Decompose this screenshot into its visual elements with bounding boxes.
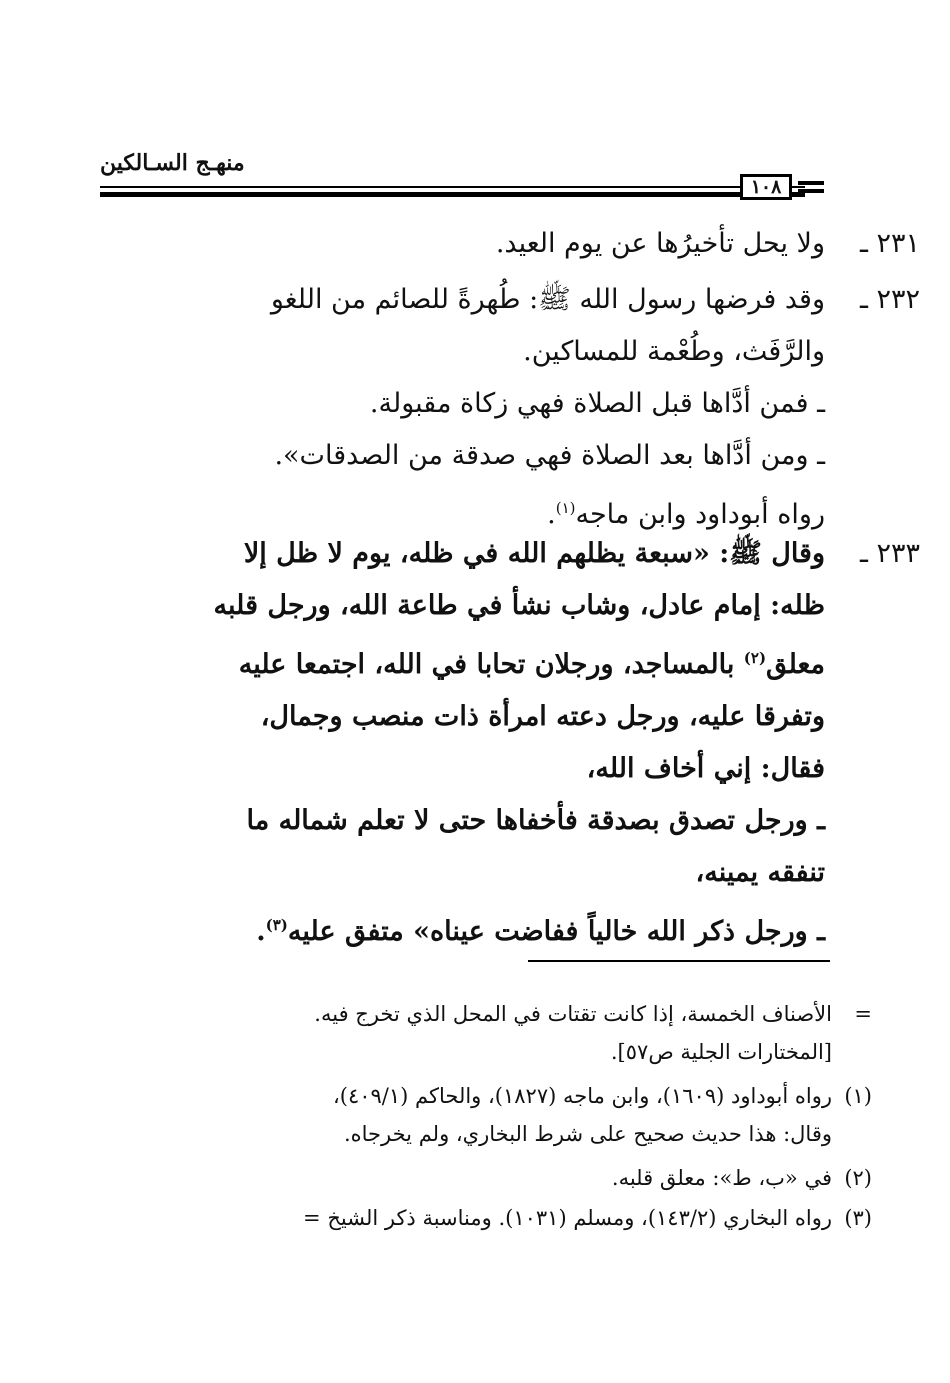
header-rule-thin: [100, 186, 805, 188]
footnote-mark: (١): [844, 1084, 872, 1108]
footnote-line: في «ب، ط»: معلق قلبه.: [611, 1166, 832, 1190]
entry-line: تنفقه يمينه،: [695, 857, 825, 888]
entry-233: [105, 528, 920, 958]
footnote-line: وقال: هذا حديث صحيح على شرط البخاري، ولم يخرجاه.: [343, 1122, 832, 1146]
footnote-line: رواه أبوداود (١٦٠٩)، وابن ماجه (١٨٢٧)، والحاكم (٤٠٩/١)،: [332, 1084, 832, 1108]
entry-line-text: ـ ورجل ذكر الله خالياً ففاضت عيناه» متفق عليه: [287, 916, 825, 947]
footnote-ref: (٣): [265, 916, 288, 934]
entry-line: ـ ومن أدَّاها بعد الصلاة فهي صدقة من الصدقات».: [274, 440, 825, 471]
entry-line: وتفرقا عليه، ورجل دعته امرأة ذات منصب وجمال،: [260, 701, 825, 732]
entry-line-text: بالمساجد، ورجلان تحابا في الله، اجتمعا عليه: [238, 649, 735, 680]
header-rule-thick: [100, 192, 805, 197]
book-title: منهـج السـالكين: [100, 150, 245, 176]
footnote-mark: (٣): [844, 1206, 872, 1230]
entry-line: وقال ﷺ: «سبعة يظلهم الله في ظله، يوم لا ظل إلا: [243, 538, 825, 569]
entry-line-text: رواه أبوداود وابن ماجه: [575, 499, 825, 530]
footnote-ref: (١): [555, 499, 576, 517]
entry-number: ٢٣١ ـ: [859, 228, 920, 259]
entry-line: ظله: إمام عادل، وشاب نشأ في طاعة الله، ورجل قلبه: [213, 590, 825, 621]
footnote-3: [112, 1199, 872, 1237]
entry-line: ـ ورجل تصدق بصدقة فأخفاها حتى لا تعلم شماله ما: [246, 805, 825, 836]
header-rule-right-2: [798, 189, 824, 193]
entry-231: [105, 218, 920, 270]
entry-line: ـ فمن أدَّاها قبل الصلاة فهي زكاة مقبولة.: [369, 388, 825, 419]
footnote-line: [المختارات الجلية ص٥٧].: [610, 1040, 832, 1064]
footnote-mark: (٢): [844, 1166, 872, 1190]
footnote-2: [112, 1159, 872, 1197]
entry-line: رواه أبوداود وابن ماجه$^{(١)}$.: [547, 499, 825, 530]
entry-number: ٢٣٣ ـ: [859, 538, 920, 569]
footnote-mark: =: [854, 1002, 872, 1026]
footnote-line: الأصناف الخمسة، إذا كانت تقتات في المحل الذي تخرج فيه.: [314, 1002, 832, 1026]
footnote-line: رواه البخاري (١٤٣/٢)، ومسلم (١٠٣١). ومناسبة ذكر الشيخ =: [303, 1206, 832, 1230]
entry-line: ولا يحل تأخيرُها عن يوم العيد.: [495, 228, 825, 259]
footnote-1: [112, 1077, 872, 1153]
entry-line: وقد فرضها رسول الله ﷺ: طُهرةً للصائم من اللغو: [270, 284, 825, 315]
entry-line: ـ ورجل ذكر الله خالياً ففاضت عيناه» متفق عليه$^{(٣)}$.: [256, 916, 825, 947]
header-rule-right-1: [798, 181, 824, 185]
footnote-separator: [528, 960, 830, 962]
entry-232: [105, 274, 920, 541]
entry-line-text: معلق: [766, 649, 825, 680]
entry-line: والرَّفَث، وطُعْمة للمساكين.: [523, 336, 825, 367]
entry-number: ٢٣٢ ـ: [859, 284, 920, 315]
entry-line: [105, 632, 825, 691]
footnote-ref: (٢): [743, 649, 767, 667]
entry-line: فقال: إني أخاف الله،: [586, 753, 825, 784]
page-number: ١٠٨: [740, 174, 792, 200]
footnote-continued: [112, 995, 872, 1071]
